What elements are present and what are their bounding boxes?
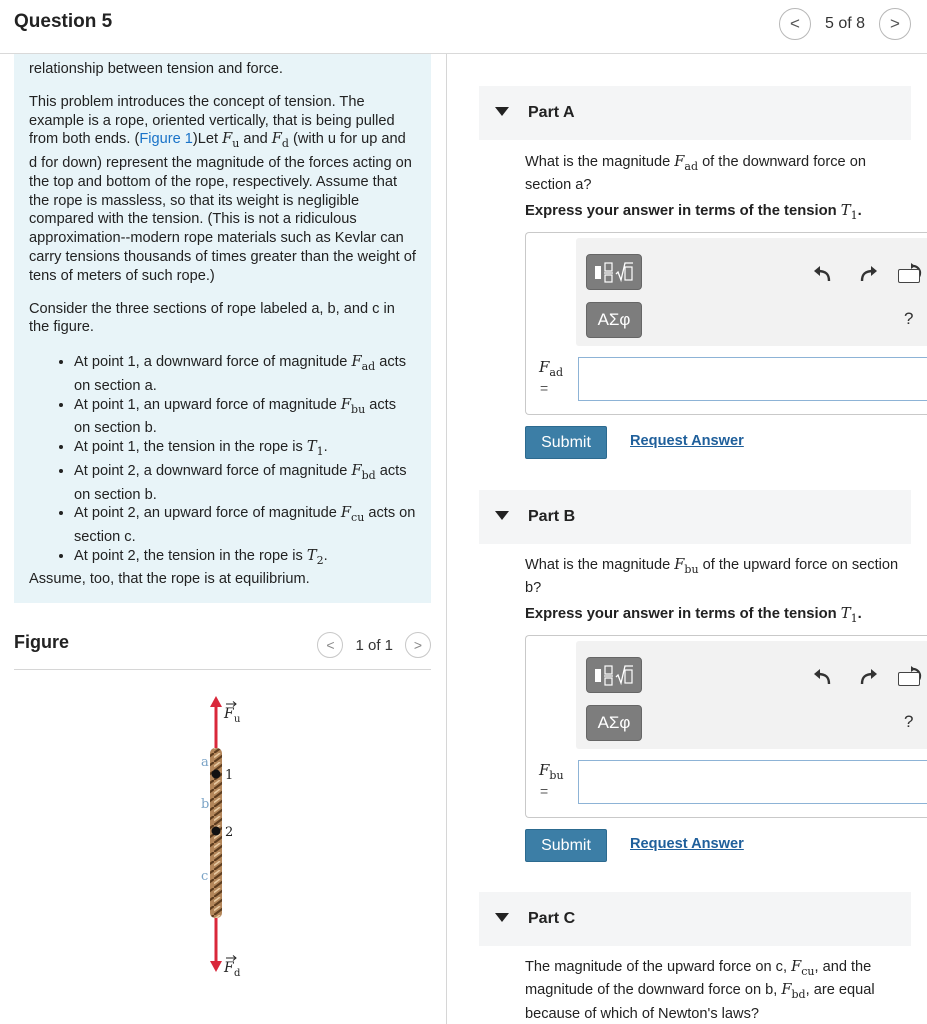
greek-symbols-button[interactable]: ΑΣφ (586, 302, 642, 338)
math-F-d: $F_d$ (271, 130, 289, 151)
figure-page-indicator: 1 of 1 (355, 636, 393, 654)
redo-icon[interactable] (857, 666, 879, 692)
chevron-right-icon: > (413, 637, 423, 653)
list-item: • At point 2, the tension in the rope is $T_2$. (74, 547, 416, 571)
part-b-header[interactable] (479, 490, 911, 544)
chevron-left-icon: < (790, 14, 800, 33)
part-a-request-answer-link[interactable]: Request Answer (630, 433, 744, 449)
equilibrium-note: Assume, too, that the rope is at equilibrium. (29, 571, 310, 587)
collapse-triangle-icon[interactable] (495, 107, 509, 116)
list-item: • At point 1, a downward force of magnitude $F_{ad}$ acts on section a. (74, 353, 416, 396)
part-b-question: What is the magnitude $F_{bu}$ of the upward force on section b? (525, 556, 899, 597)
part-b-submit-button[interactable]: Submit (525, 829, 607, 862)
part-a-answer-box (525, 232, 927, 415)
undo-icon[interactable] (812, 263, 834, 289)
next-figure-button[interactable] (405, 632, 431, 658)
math-F-u: $F_u$ (222, 130, 240, 151)
part-b-title: Part B (528, 508, 576, 525)
point-1-marker (212, 770, 221, 779)
label-point-1: 1 (225, 768, 234, 783)
keyboard-icon[interactable] (898, 269, 920, 283)
figure-title: Figure (14, 632, 70, 652)
problem-intro (14, 54, 431, 603)
prev-question-button[interactable] (779, 8, 811, 40)
list-item: • At point 1, the tension in the rope is $T_1$. (74, 438, 416, 462)
greek-symbols-button[interactable]: ΑΣφ (586, 705, 642, 741)
page-indicator: 5 of 8 (824, 15, 865, 32)
chevron-left-icon: < (326, 637, 335, 653)
part-b-request-answer-link[interactable]: Request Answer (630, 836, 744, 852)
collapse-triangle-icon[interactable] (495, 913, 509, 922)
figure-pager (317, 632, 431, 658)
figure-link[interactable]: Figure 1 (139, 131, 193, 148)
part-a-title: Part A (528, 104, 575, 121)
prev-figure-button[interactable] (317, 632, 343, 658)
column-divider (446, 54, 447, 1024)
math-toolbar (576, 641, 927, 749)
list-item: • At point 2, an upward force of magnitude $F_{cu}$ acts on section c. (74, 504, 416, 547)
arrow-up-head-icon (210, 696, 222, 707)
part-b-answer-input[interactable] (578, 760, 927, 804)
collapse-triangle-icon[interactable] (495, 511, 509, 520)
question-pager (779, 8, 911, 40)
label-c: c (201, 869, 209, 884)
equals-sign: = (540, 783, 549, 799)
equals-sign: = (540, 380, 549, 396)
rope-figure (190, 690, 270, 980)
condition-list (74, 353, 416, 570)
part-a-question: What is the magnitude $F_{ad}$ of the downward force on section a? (525, 153, 866, 194)
rope-diagram (190, 690, 270, 980)
part-c-title: Part C (528, 910, 576, 927)
label-force-bottom: F (224, 960, 234, 976)
part-a-variable: $F_{ad}$ (539, 358, 564, 379)
list-item: • At point 1, an upward force of magnitude $F_{bu}$ acts on section b. (74, 396, 416, 439)
intro-paragraph-2: Consider the three sections of rope labeled a, b, and c in the figure. (29, 300, 395, 336)
next-question-button[interactable] (879, 8, 911, 40)
templates-button[interactable] (586, 254, 642, 290)
templates-button[interactable] (586, 657, 642, 693)
part-c-header[interactable] (479, 892, 911, 946)
figure-header (14, 630, 431, 670)
template-icon (592, 260, 636, 284)
redo-icon[interactable] (857, 263, 879, 289)
part-b-variable: $F_{bu}$ (539, 761, 564, 782)
template-icon (592, 663, 636, 687)
part-a-instructions: Express your answer in terms of the tension $T_1$. (525, 202, 862, 222)
undo-icon[interactable] (812, 666, 834, 692)
label-force-top-sub: u (234, 714, 241, 725)
part-a-answer-input[interactable] (578, 357, 927, 401)
help-icon[interactable]: ? (904, 712, 914, 731)
arrow-down-head-icon (210, 961, 222, 972)
list-item: • At point 2, a downward force of magnitude $F_{bd}$ acts on section b. (74, 462, 416, 505)
help-icon[interactable]: ? (904, 309, 914, 328)
intro-lead: relationship between tension and force. (29, 61, 283, 77)
intro-paragraph-1: This problem introduces the concept of tension. The example is a rope, oriented vertically, that is being pulled from both ends. (Figure 1)Let $F_u$ and $F_d$ (with u for up and d for down) represent the magnitude of the forces acting on the top and bottom of the rope, respectively. Assume that the rope is massless, so that its weight is negligible compared with the tension. (This is not a ridiculous approximation--modern rope materials such as Kevlar can carry tensions thousands of times greater than the weight of tens of meters of such rope.) (29, 93, 416, 284)
part-b-instructions: Express your answer in terms of the tension $T_1$. (525, 605, 862, 625)
label-a: a (201, 755, 209, 770)
part-a-header[interactable] (479, 86, 911, 140)
point-2-marker (212, 827, 221, 836)
question-header (0, 0, 927, 54)
math-toolbar (576, 238, 927, 346)
part-c-question: The magnitude of the upward force on c, $F_{cu}$, and the magnitude of the downward force on b, $F_{bd}$, are equal because of which of Newton's laws? (525, 958, 875, 1022)
label-b: b (201, 797, 210, 812)
label-point-2: 2 (225, 825, 234, 840)
part-b-answer-box (525, 635, 927, 818)
keyboard-icon[interactable] (898, 672, 920, 686)
question-title: Question 5 (14, 11, 113, 32)
chevron-right-icon: > (890, 14, 900, 33)
part-a-submit-button[interactable]: Submit (525, 426, 607, 459)
label-force-bottom-sub: d (234, 968, 241, 979)
label-force-top: F (224, 706, 234, 722)
